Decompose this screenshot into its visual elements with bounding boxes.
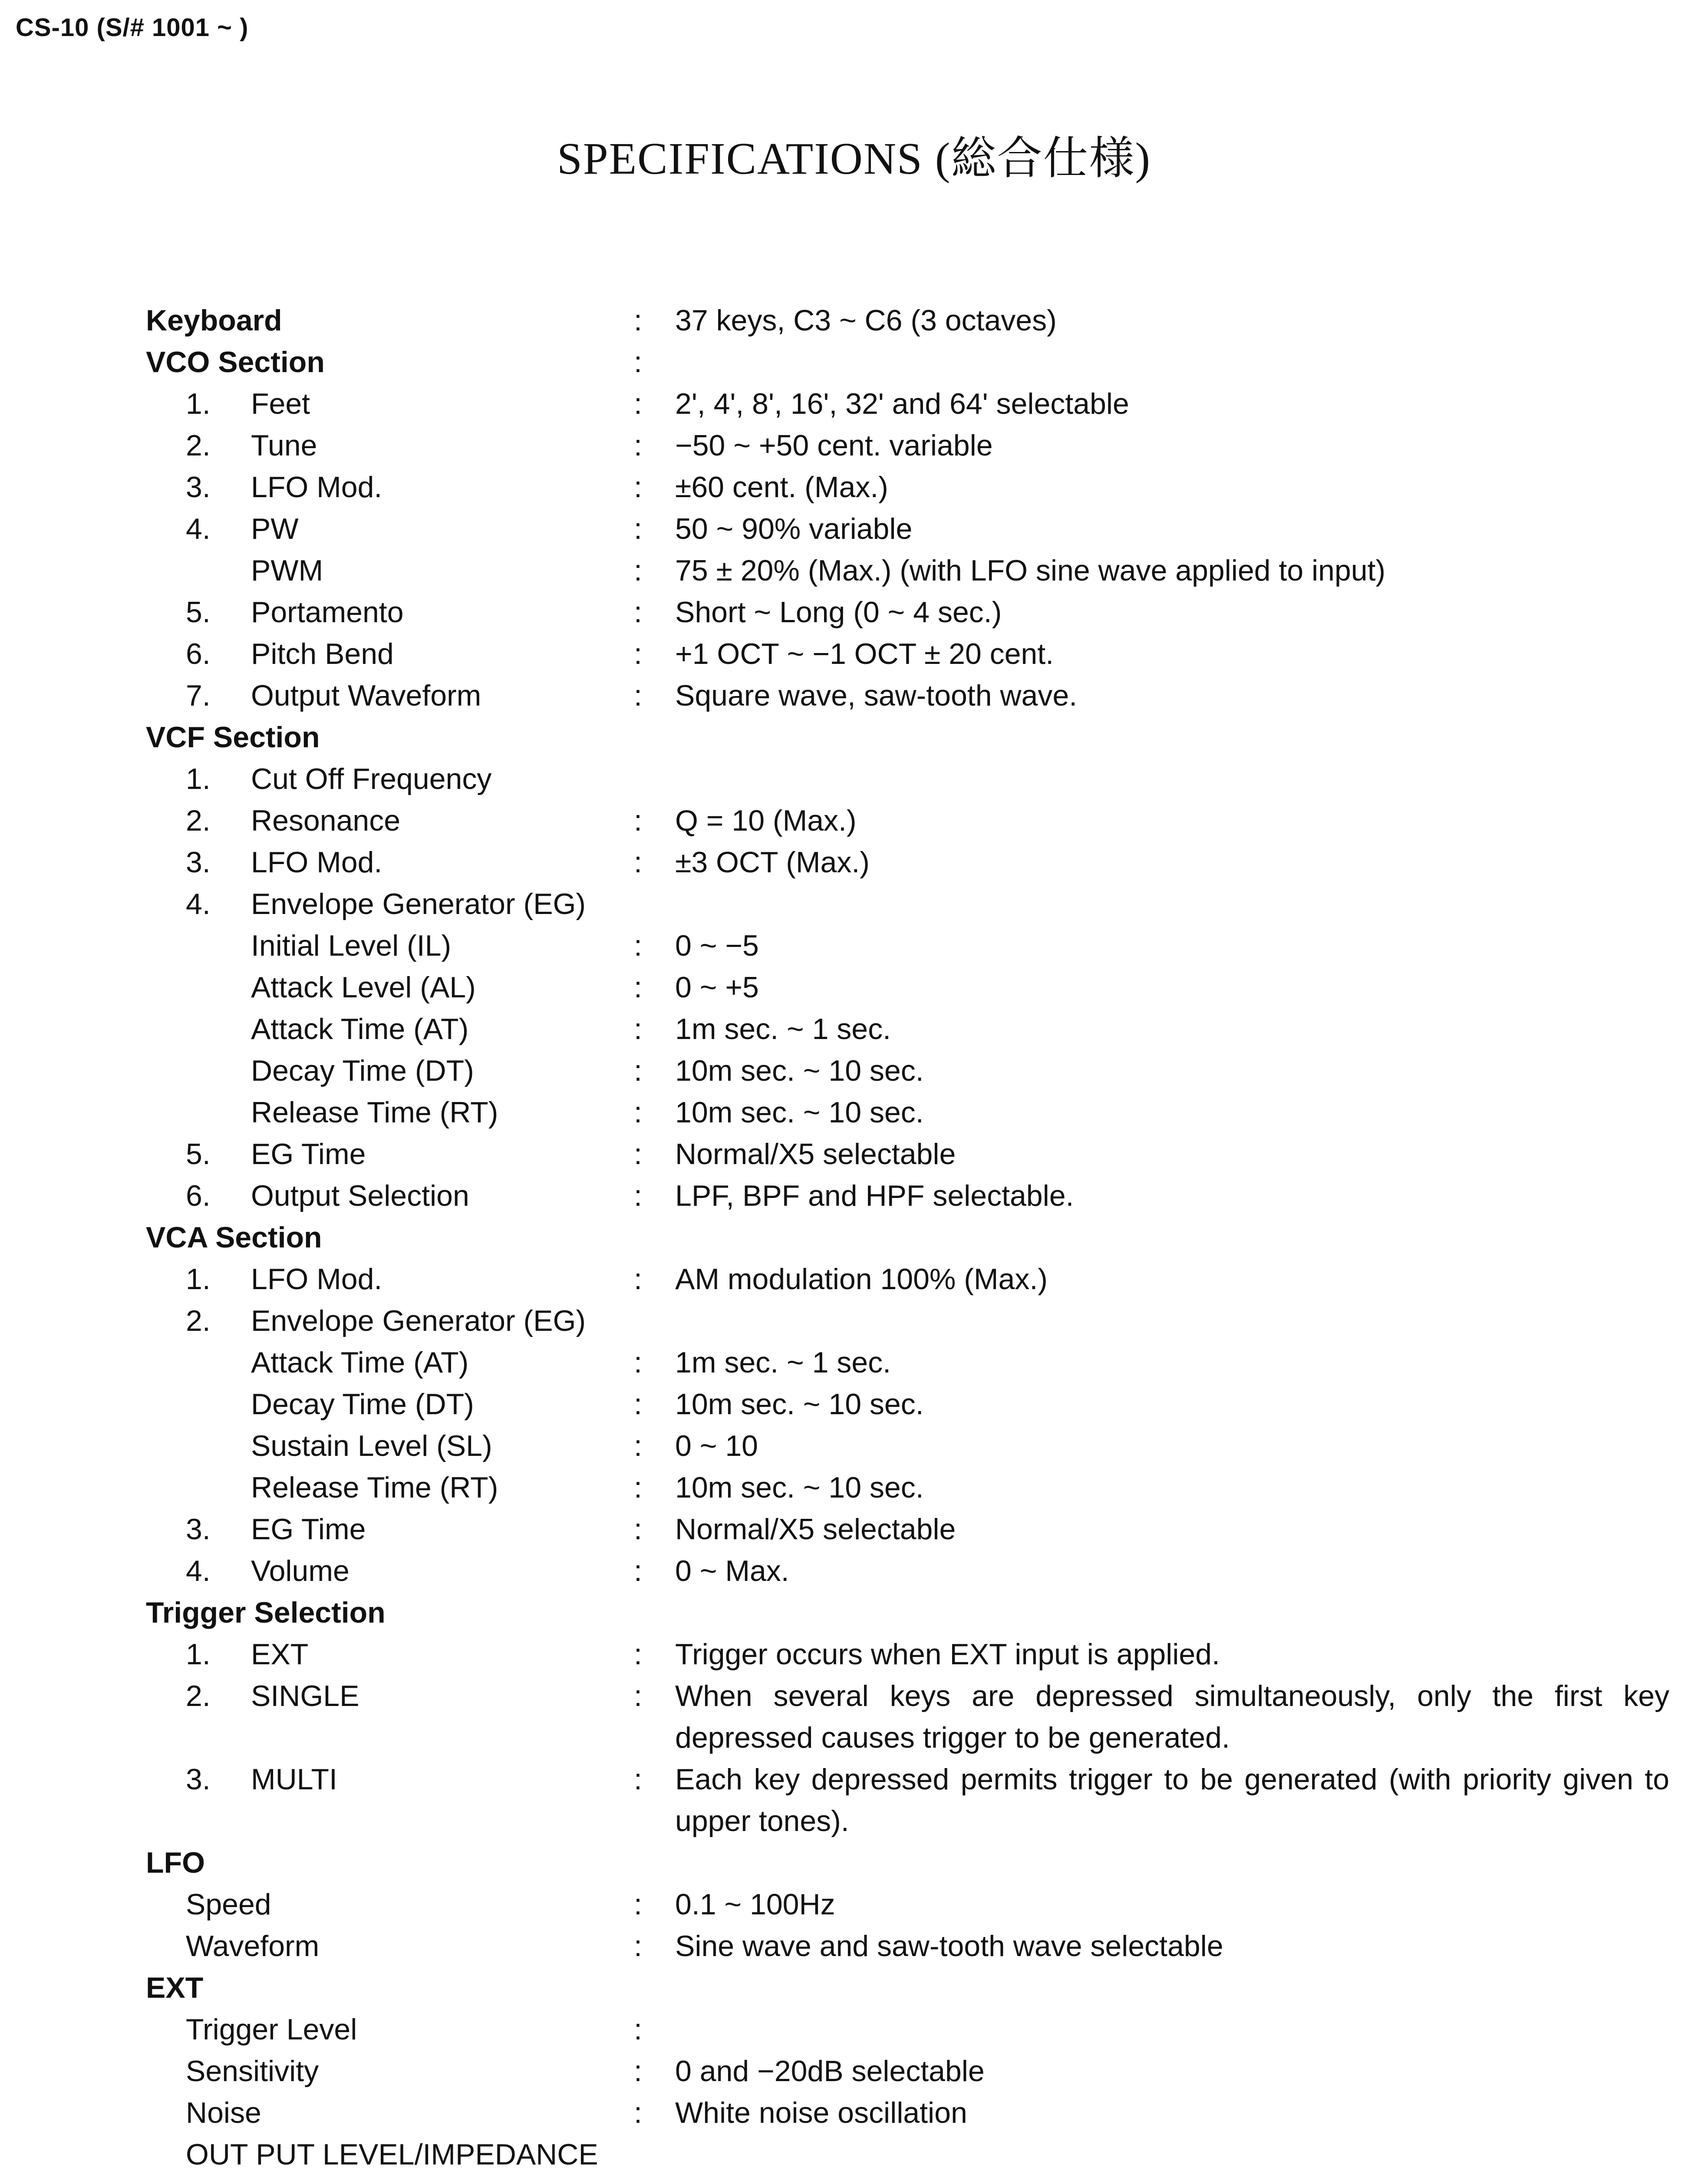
spec-colon: :: [634, 2096, 642, 2129]
spec-number: 5.: [186, 1138, 211, 1171]
spec-row: [0, 508, 1708, 550]
spec-number: 6.: [186, 637, 211, 670]
spec-value: 0 ~ +5: [675, 971, 759, 1004]
spec-label: LFO Mod.: [251, 471, 382, 504]
page-title: SPECIFICATIONS (総合仕様): [557, 134, 1151, 184]
spec-label: Trigger Level: [186, 2013, 357, 2046]
spec-value: ±3 OCT (Max.): [675, 846, 870, 879]
spec-row: [0, 967, 1708, 1008]
spec-number: 2.: [186, 1304, 211, 1337]
spec-label: Portamento: [251, 596, 404, 629]
spec-row: [0, 2009, 1708, 2050]
spec-value: Q = 10 (Max.): [675, 804, 857, 837]
spec-label: Pitch Bend: [251, 637, 394, 670]
spec-colon: :: [634, 2055, 642, 2088]
spec-label: LFO: [146, 1846, 205, 1879]
spec-label: Keyboard: [146, 304, 282, 337]
spec-row: [0, 1300, 1708, 1342]
spec-value: 50 ~ 90% variable: [675, 512, 913, 545]
spec-row: [0, 1217, 1708, 1258]
spec-row: [0, 1175, 1708, 1217]
spec-value: 10m sec. ~ 10 sec.: [675, 1388, 924, 1421]
spec-colon: :: [634, 1096, 642, 1129]
spec-colon: :: [634, 1471, 642, 1504]
spec-value: When several keys are depressed simultaneously, only the first key depressed causes trigger to be generated.: [675, 1679, 1669, 1754]
spec-label: EXT: [146, 1971, 204, 2004]
spec-label: Attack Time (AT): [251, 1346, 469, 1379]
spec-number: 6.: [186, 1179, 211, 1212]
spec-row: [0, 1050, 1708, 1092]
spec-colon: :: [634, 1346, 642, 1379]
spec-row: [0, 1258, 1708, 1300]
spec-value: 10m sec. ~ 10 sec.: [675, 1096, 924, 1129]
spec-label: PW: [251, 512, 299, 545]
spec-row: [0, 425, 1708, 466]
spec-row: [0, 1884, 1708, 1925]
spec-row: [0, 1342, 1708, 1383]
spec-label: Output Waveform: [251, 679, 481, 712]
spec-number: 3.: [186, 846, 211, 879]
spec-row: [0, 1925, 1708, 1967]
spec-value: 0 ~ −5: [675, 929, 759, 962]
spec-value: 2', 4', 8', 16', 32' and 64' selectable: [675, 387, 1129, 420]
spec-label: Decay Time (DT): [251, 1054, 474, 1087]
spec-colon: :: [634, 1179, 642, 1212]
spec-label: Decay Time (DT): [251, 1388, 474, 1421]
spec-colon: :: [634, 2013, 642, 2046]
spec-colon: :: [634, 1263, 642, 1296]
spec-row: [0, 1675, 1708, 1754]
spec-colon: :: [634, 1388, 642, 1421]
spec-row: [0, 841, 1708, 883]
spec-row: [0, 1967, 1708, 2009]
spec-value: AM modulation 100% (Max.): [675, 1263, 1048, 1296]
spec-colon: :: [634, 1138, 642, 1171]
spec-number: 1.: [186, 1638, 211, 1671]
spec-value: 1m sec. ~ 1 sec.: [675, 1346, 891, 1379]
spec-colon: :: [634, 637, 642, 670]
spec-number: 3.: [186, 471, 211, 504]
spec-colon: :: [634, 596, 642, 629]
spec-number: 1.: [186, 387, 211, 420]
spec-row: [0, 1383, 1708, 1425]
spec-row: [0, 758, 1708, 800]
spec-number: 2.: [186, 1679, 211, 1712]
spec-label: LFO Mod.: [251, 846, 382, 879]
spec-value: +1 OCT ~ −1 OCT ± 20 cent.: [675, 637, 1054, 670]
spec-row: [0, 925, 1708, 967]
spec-label: Feet: [251, 387, 310, 420]
spec-label: Resonance: [251, 804, 401, 837]
spec-label: Speed: [186, 1888, 271, 1921]
spec-number: 3.: [186, 1763, 211, 1796]
spec-colon: :: [634, 512, 642, 545]
spec-label: Envelope Generator (EG): [251, 1304, 586, 1337]
spec-colon: :: [634, 1554, 642, 1587]
spec-colon: :: [634, 471, 642, 504]
spec-value: Trigger occurs when EXT input is applied.: [675, 1638, 1220, 1671]
spec-row: [0, 883, 1708, 925]
spec-label: Release Time (RT): [251, 1096, 498, 1129]
spec-value: 10m sec. ~ 10 sec.: [675, 1054, 924, 1087]
spec-colon: :: [634, 346, 642, 379]
spec-number: 2.: [186, 429, 211, 462]
spec-label: SINGLE: [251, 1679, 359, 1712]
spec-row: [0, 1550, 1708, 1592]
spec-colon: :: [634, 429, 642, 462]
spec-colon: :: [634, 1763, 642, 1796]
spec-label: Attack Time (AT): [251, 1013, 469, 1046]
spec-number: 3.: [186, 1513, 211, 1546]
spec-number: 2.: [186, 804, 211, 837]
spec-row: [0, 1008, 1708, 1050]
spec-row: [0, 1467, 1708, 1508]
spec-value: 0 ~ 10: [675, 1429, 758, 1462]
spec-row: [0, 341, 1708, 383]
spec-row: [0, 1842, 1708, 1884]
spec-colon: :: [634, 1679, 642, 1712]
spec-value: LPF, BPF and HPF selectable.: [675, 1179, 1074, 1212]
spec-label: Sustain Level (SL): [251, 1429, 492, 1462]
spec-label: EG Time: [251, 1138, 366, 1171]
spec-row: [0, 550, 1708, 591]
spec-label: PWM: [251, 554, 323, 587]
spec-value: 75 ± 20% (Max.) (with LFO sine wave applied to input): [675, 554, 1386, 587]
spec-colon: :: [634, 804, 642, 837]
spec-label: VCA Section: [146, 1221, 322, 1254]
spec-row: [0, 633, 1708, 675]
spec-colon: :: [634, 679, 642, 712]
spec-colon: :: [634, 929, 642, 962]
spec-row: [0, 800, 1708, 841]
spec-value: Normal/X5 selectable: [675, 1138, 956, 1171]
spec-label: VCO Section: [146, 346, 325, 379]
spec-value: 0 ~ Max.: [675, 1554, 789, 1587]
spec-label: Tune: [251, 429, 317, 462]
spec-label: Envelope Generator (EG): [251, 888, 586, 921]
document-header: CS-10 (S/# 1001 ~ ): [16, 13, 249, 42]
spec-colon: :: [634, 1638, 642, 1671]
spec-colon: :: [634, 387, 642, 420]
spec-number: 1.: [186, 762, 211, 795]
spec-row: [0, 1633, 1708, 1675]
spec-row: [0, 591, 1708, 633]
spec-value: 1m sec. ~ 1 sec.: [675, 1013, 891, 1046]
spec-row: [0, 716, 1708, 758]
spec-row: [0, 1092, 1708, 1133]
spec-label: Sensitivity: [186, 2055, 319, 2088]
spec-row: [0, 1425, 1708, 1467]
spec-colon: :: [634, 1429, 642, 1462]
spec-number: 4.: [186, 888, 211, 921]
spec-number: 4.: [186, 1554, 211, 1587]
spec-colon: :: [634, 846, 642, 879]
spec-label: EG Time: [251, 1513, 366, 1546]
spec-label: LFO Mod.: [251, 1263, 382, 1296]
spec-row: [0, 1133, 1708, 1175]
spec-value: Square wave, saw-tooth wave.: [675, 679, 1078, 712]
spec-label: VCF Section: [146, 721, 320, 754]
spec-label: Volume: [251, 1554, 350, 1587]
spec-row: [0, 300, 1708, 341]
spec-value: White noise oscillation: [675, 2096, 967, 2129]
spec-label: Release Time (RT): [251, 1471, 498, 1504]
spec-value: ±60 cent. (Max.): [675, 471, 888, 504]
spec-value: Sine wave and saw-tooth wave selectable: [675, 1930, 1223, 1963]
spec-row: [0, 1759, 1708, 1838]
spec-colon: :: [634, 1013, 642, 1046]
spec-number: 1.: [186, 1263, 211, 1296]
spec-value: 10m sec. ~ 10 sec.: [675, 1471, 924, 1504]
spec-colon: :: [634, 1888, 642, 1921]
spec-colon: :: [634, 554, 642, 587]
spec-label: Trigger Selection: [146, 1596, 386, 1629]
spec-row: [0, 1508, 1708, 1550]
spec-value: 0.1 ~ 100Hz: [675, 1888, 835, 1921]
spec-label: MULTI: [251, 1763, 337, 1796]
spec-label: Attack Level (AL): [251, 971, 476, 1004]
spec-colon: :: [634, 1054, 642, 1087]
spec-label: EXT: [251, 1638, 309, 1671]
spec-value: −50 ~ +50 cent. variable: [675, 429, 993, 462]
spec-row: [0, 2134, 1708, 2171]
spec-label: Initial Level (IL): [251, 929, 452, 962]
spec-colon: :: [634, 1930, 642, 1963]
spec-value: Each key depressed permits trigger to be generated (with priority given to upper tones).: [675, 1763, 1669, 1838]
spec-row: [0, 675, 1708, 716]
spec-row: [0, 1592, 1708, 1633]
spec-row: [0, 383, 1708, 425]
spec-label: Waveform: [186, 1930, 320, 1963]
spec-label: Cut Off Frequency: [251, 762, 492, 795]
spec-value: Normal/X5 selectable: [675, 1513, 956, 1546]
spec-value: 37 keys, C3 ~ C6 (3 octaves): [675, 304, 1057, 337]
spec-value: Short ~ Long (0 ~ 4 sec.): [675, 596, 1002, 629]
spec-row: [0, 2092, 1708, 2134]
spec-colon: :: [634, 304, 642, 337]
spec-colon: :: [634, 1513, 642, 1546]
spec-label: OUT PUT LEVEL/IMPEDANCE: [186, 2138, 598, 2171]
spec-number: 5.: [186, 596, 211, 629]
spec-row: [0, 2050, 1708, 2092]
spec-number: 7.: [186, 679, 211, 712]
spec-label: Output Selection: [251, 1179, 469, 1212]
spec-colon: :: [634, 971, 642, 1004]
spec-row: [0, 466, 1708, 508]
spec-value: 0 and −20dB selectable: [675, 2055, 985, 2088]
spec-number: 4.: [186, 512, 211, 545]
spec-label: Noise: [186, 2096, 261, 2129]
